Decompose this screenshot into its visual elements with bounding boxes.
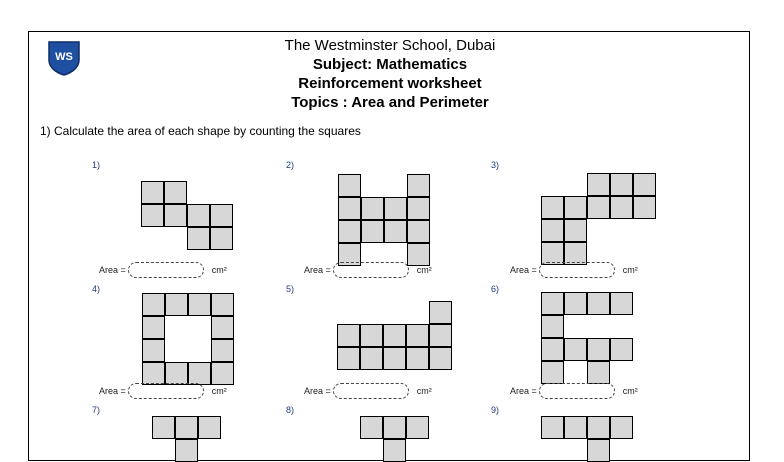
area-unit: cm² [622,265,638,275]
shape-number-3: 3) [491,160,500,170]
grid-square [587,361,610,384]
grid-square [610,196,633,219]
grid-square [338,197,361,220]
grid-square [361,197,384,220]
grid-square [164,204,187,227]
area-answer-4 [99,383,227,399]
grid-square [198,416,221,439]
grid-square [610,416,633,439]
grid-square [587,292,610,315]
grid-square [211,293,234,316]
grid-square [633,173,656,196]
grid-square [541,416,564,439]
grid-square [541,219,564,242]
area-unit: cm² [416,265,432,275]
grid-square [541,196,564,219]
grid-square [429,301,452,324]
grid-square [211,316,234,339]
grid-square [165,362,188,385]
grid-square [337,347,360,370]
grid-square [337,324,360,347]
grid-square [564,196,587,219]
grid-square [141,181,164,204]
grid-square [564,219,587,242]
grid-square [188,293,211,316]
grid-square [175,439,198,462]
school-name: The Westminster School, Dubai [284,37,496,54]
worksheet-title: Reinforcement worksheet [298,75,482,92]
grid-square [142,339,165,362]
shape-number-5: 5) [286,284,295,294]
grid-square [564,338,587,361]
grid-square [541,361,564,384]
area-answer-5 [304,383,432,399]
grid-square [187,227,210,250]
logo-text: WS [55,51,73,63]
area-unit: cm² [622,386,638,396]
grid-square [541,315,564,338]
subject-title: Subject: Mathematics [312,56,468,73]
area-label: Area = [510,386,537,396]
grid-square [610,338,633,361]
shape-number-8: 8) [286,405,295,415]
grid-square [152,416,175,439]
question-text: 1) Calculate the area of each shape by counting the squares [40,124,361,138]
school-logo [47,40,81,76]
area-answer-2 [304,262,432,278]
grid-square [142,362,165,385]
area-input-box[interactable] [128,383,204,399]
area-label: Area = [99,386,126,396]
grid-square [383,324,406,347]
grid-square [587,416,610,439]
grid-square [211,339,234,362]
shape-number-4: 4) [92,284,101,294]
grid-square [587,173,610,196]
topics-title: Topics : Area and Perimeter [291,94,489,111]
grid-square [141,204,164,227]
area-input-box[interactable] [128,262,204,278]
grid-square [338,220,361,243]
area-answer-6 [510,383,638,399]
grid-square [564,292,587,315]
area-label: Area = [99,265,126,275]
grid-square [406,416,429,439]
grid-square [610,173,633,196]
grid-square [360,416,383,439]
grid-square [175,416,198,439]
grid-square [210,227,233,250]
shape-number-2: 2) [286,160,295,170]
grid-square [210,204,233,227]
grid-square [384,220,407,243]
grid-square [541,338,564,361]
area-input-box[interactable] [539,383,615,399]
grid-square [633,196,656,219]
area-input-box[interactable] [333,262,409,278]
grid-square [383,416,406,439]
grid-square [587,338,610,361]
grid-square [564,416,587,439]
area-answer-3 [510,262,638,278]
grid-square [407,197,430,220]
grid-square [429,324,452,347]
grid-square [587,196,610,219]
grid-square [384,197,407,220]
grid-square [187,204,210,227]
area-input-box[interactable] [333,383,409,399]
grid-square [383,439,406,462]
grid-square [383,347,406,370]
grid-square [406,324,429,347]
grid-square [211,362,234,385]
area-unit: cm² [211,386,227,396]
area-unit: cm² [416,386,432,396]
grid-square [406,347,429,370]
grid-square [142,316,165,339]
area-label: Area = [510,265,537,275]
area-answer-1 [99,262,227,278]
area-input-box[interactable] [539,262,615,278]
area-label: Area = [304,265,331,275]
grid-square [429,347,452,370]
grid-square [142,293,165,316]
worksheet-header [200,36,580,112]
grid-square [407,174,430,197]
grid-square [587,439,610,462]
grid-square [164,181,187,204]
grid-square [610,292,633,315]
grid-square [360,347,383,370]
grid-square [360,324,383,347]
shape-number-6: 6) [491,284,500,294]
area-label: Area = [304,386,331,396]
shape-number-1: 1) [92,160,101,170]
grid-square [165,293,188,316]
shape-number-7: 7) [92,405,101,415]
shape-number-9: 9) [491,405,500,415]
grid-square [188,362,211,385]
area-unit: cm² [211,265,227,275]
grid-square [407,220,430,243]
grid-square [541,292,564,315]
grid-square [338,174,361,197]
grid-square [361,220,384,243]
